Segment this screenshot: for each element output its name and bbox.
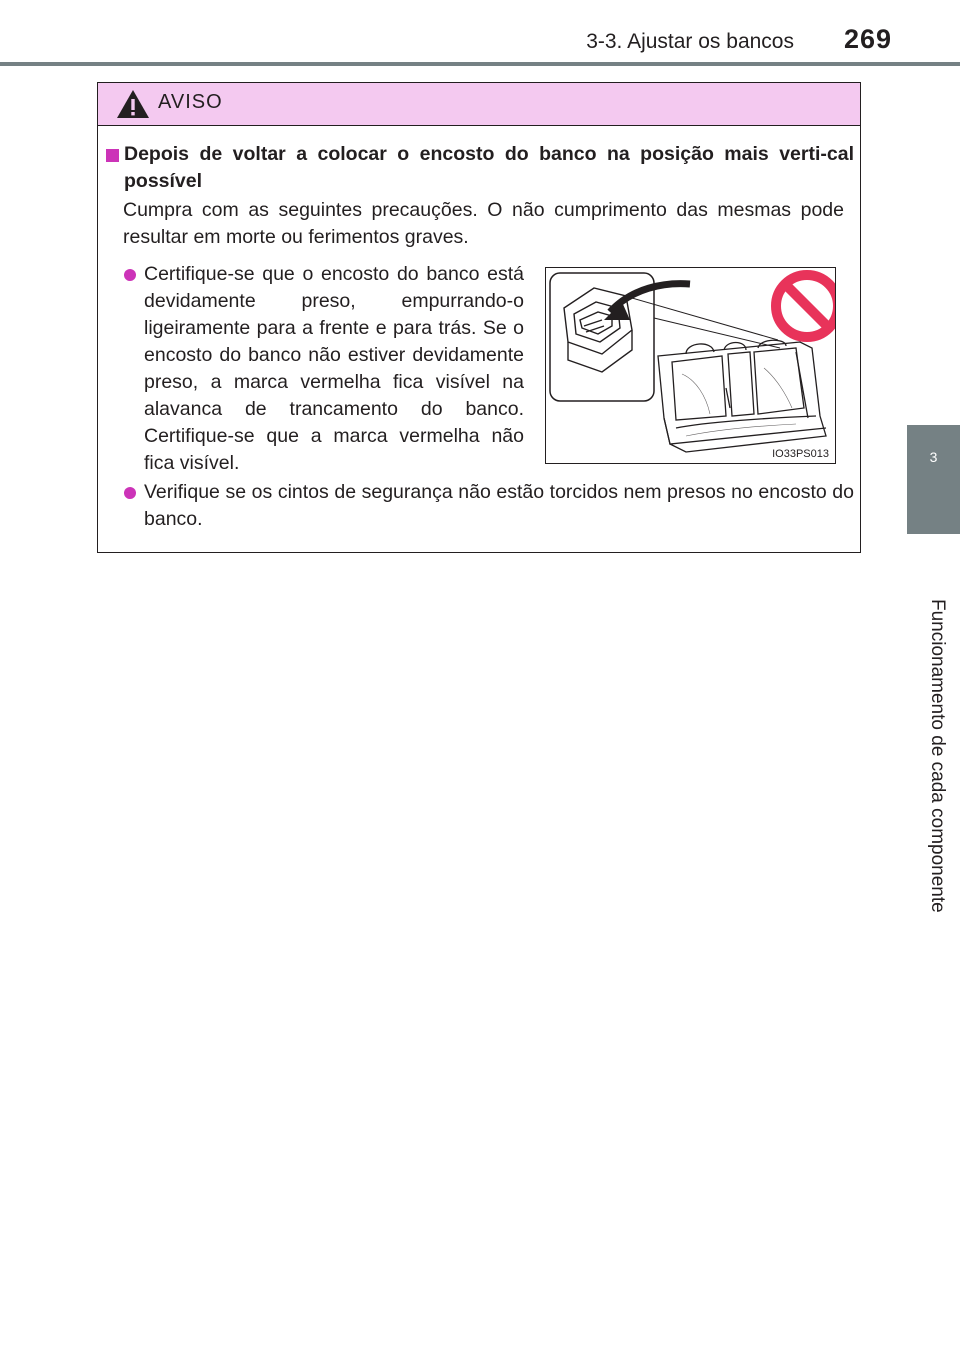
image-code: IO33PS013 [772,448,829,460]
warning-box [97,82,861,553]
header-rule [0,62,960,66]
bullet-text-2: Verifique se os cintos de segurança não estão torcidos nem presos no encosto do banco. [144,481,854,530]
warning-triangle-icon [115,88,151,120]
warning-heading: Depois de voltar a colocar o encosto do banco na posição mais verti-cal possível [124,143,854,192]
round-bullet-icon [124,487,136,499]
chapter-tab [907,425,960,534]
warning-intro: Cumpra com as seguintes precauções. O não cumprimento das mesmas pode resultar em morte ou ferimentos graves. [123,199,844,248]
rear-seat-lock-drawing [546,268,835,463]
section-title: 3-3. Ajustar os bancos [586,30,794,53]
seat-illustration [545,267,836,464]
page-number: 269 [843,24,892,54]
warning-header [98,83,860,126]
square-bullet-icon [106,149,119,162]
chapter-title: Funcionamento de cada componente [927,599,948,913]
bullet-text-1: Certifique-se que o encosto do banco está devidamente preso, empurrando-o ligeiramente para a frente e para trás. Se o encosto do banco não estiver devidamente preso, a marca vermelha fica visível na alavanca de trancamento do banco. Certifique-se que a marca vermelha não fica visível. [144,263,524,474]
round-bullet-icon [124,269,136,281]
warning-label: AVISO [158,91,223,113]
chapter-number: 3 [929,449,938,465]
